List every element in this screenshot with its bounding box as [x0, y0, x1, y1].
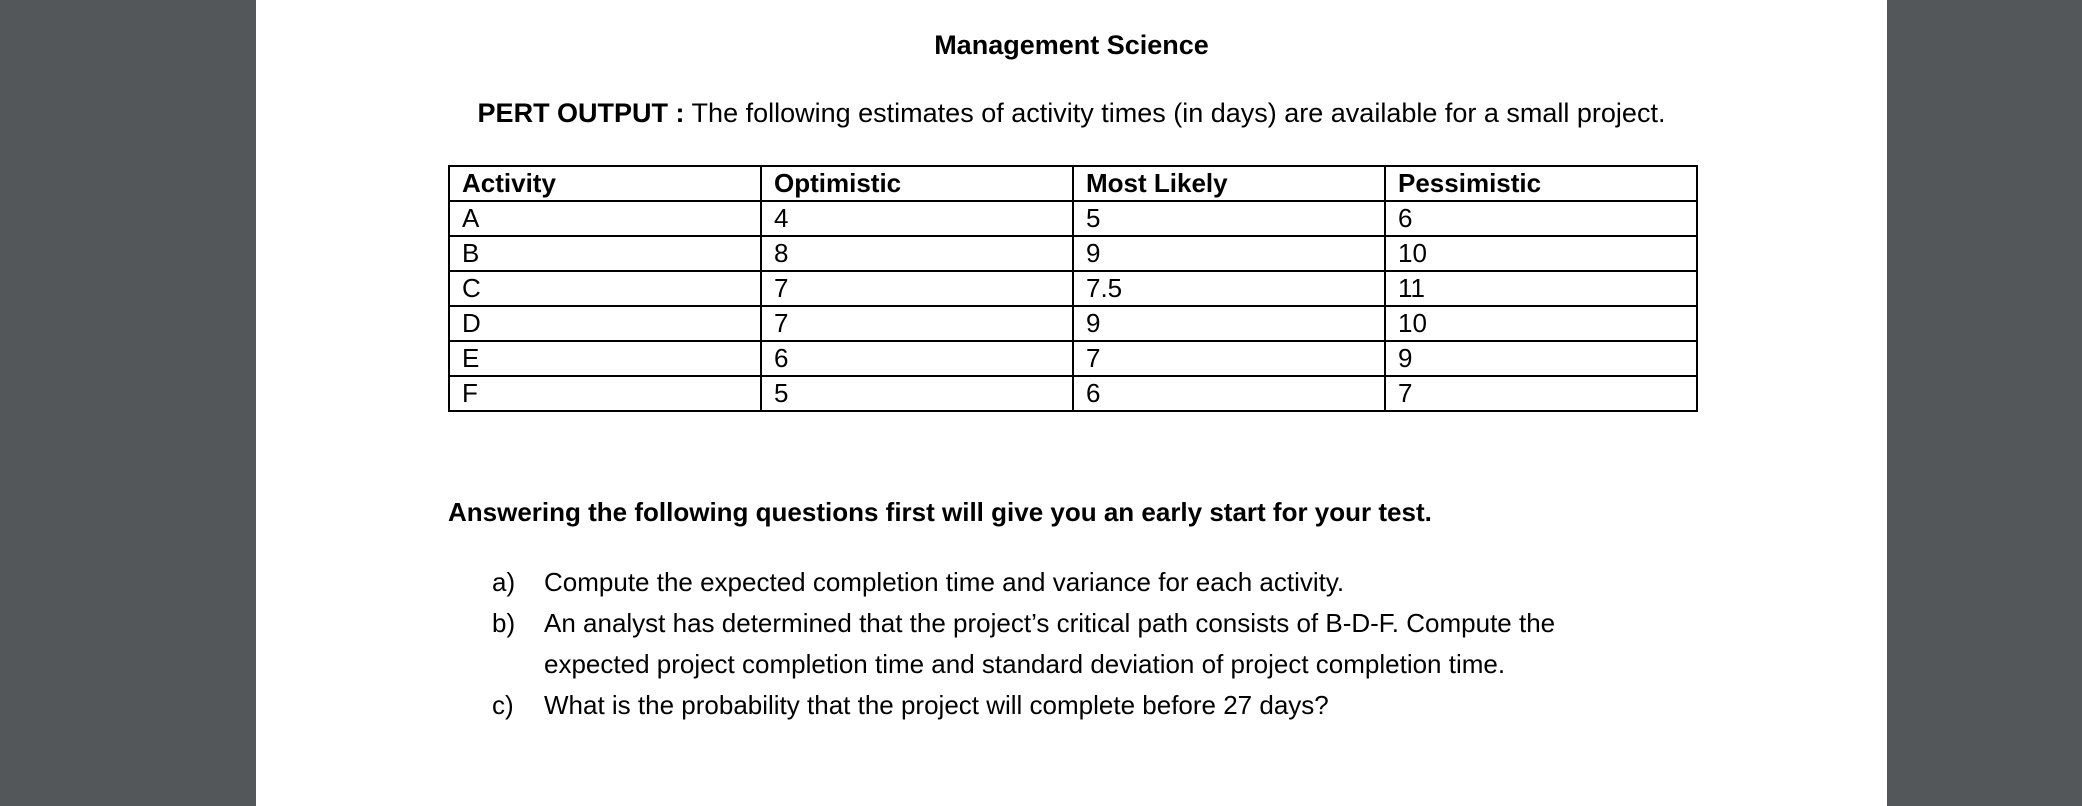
cell-most-likely: 6 — [1073, 376, 1385, 411]
list-item — [492, 685, 1692, 726]
cell-activity: B — [449, 236, 761, 271]
table-row — [449, 376, 1697, 411]
cell-activity: A — [449, 201, 761, 236]
column-header-pessimistic: Pessimistic — [1385, 166, 1697, 201]
questions-prompt: Answering the following questions first will give you an early start for your test. — [448, 497, 1432, 527]
column-header-activity: Activity — [449, 166, 761, 201]
cell-pessimistic: 10 — [1385, 306, 1697, 341]
list-item — [492, 562, 1692, 603]
table-row — [449, 236, 1697, 271]
list-marker: b) — [492, 608, 516, 638]
column-header-optimistic: Optimistic — [761, 166, 1073, 201]
cell-activity: F — [449, 376, 761, 411]
cell-most-likely: 5 — [1073, 201, 1385, 236]
cell-pessimistic: 6 — [1385, 201, 1697, 236]
intro-paragraph — [256, 98, 1887, 129]
cell-activity: E — [449, 341, 761, 376]
cell-optimistic: 4 — [761, 201, 1073, 236]
cell-activity: C — [449, 271, 761, 306]
table-row — [449, 271, 1697, 306]
cell-optimistic: 8 — [761, 236, 1073, 271]
cell-pessimistic: 9 — [1385, 341, 1697, 376]
cell-pessimistic: 7 — [1385, 376, 1697, 411]
column-header-most-likely: Most Likely — [1073, 166, 1385, 201]
question-text: Compute the expected completion time and variance for each activity. — [544, 567, 1345, 597]
cell-optimistic: 5 — [761, 376, 1073, 411]
question-text: What is the probability that the project will complete before 27 days? — [544, 690, 1329, 720]
questions-list — [492, 562, 1692, 726]
cell-most-likely: 9 — [1073, 236, 1385, 271]
list-marker: c) — [492, 690, 514, 720]
document-page — [256, 0, 1887, 806]
cell-pessimistic: 10 — [1385, 236, 1697, 271]
list-item — [492, 603, 1692, 685]
page-title: Management Science — [934, 30, 1209, 60]
cell-pessimistic: 11 — [1385, 271, 1697, 306]
cell-optimistic: 6 — [761, 341, 1073, 376]
table-row — [449, 341, 1697, 376]
cell-optimistic: 7 — [761, 306, 1073, 341]
question-text: An analyst has determined that the project’s critical path consists of B-D-F. Compute the — [544, 608, 1556, 638]
intro-lead: PERT OUTPUT : — [477, 98, 685, 128]
question-text-continued: expected project completion time and standard deviation of project completion time. — [544, 649, 1506, 679]
cell-most-likely: 7.5 — [1073, 271, 1385, 306]
activity-times-table — [448, 165, 1698, 412]
table-header-row — [449, 166, 1697, 201]
intro-text: The following estimates of activity times (in days) are available for a small project. — [684, 98, 1666, 128]
list-marker: a) — [492, 567, 516, 597]
table-row — [449, 306, 1697, 341]
cell-most-likely: 7 — [1073, 341, 1385, 376]
cell-activity: D — [449, 306, 761, 341]
table-row — [449, 201, 1697, 236]
cell-optimistic: 7 — [761, 271, 1073, 306]
cell-most-likely: 9 — [1073, 306, 1385, 341]
